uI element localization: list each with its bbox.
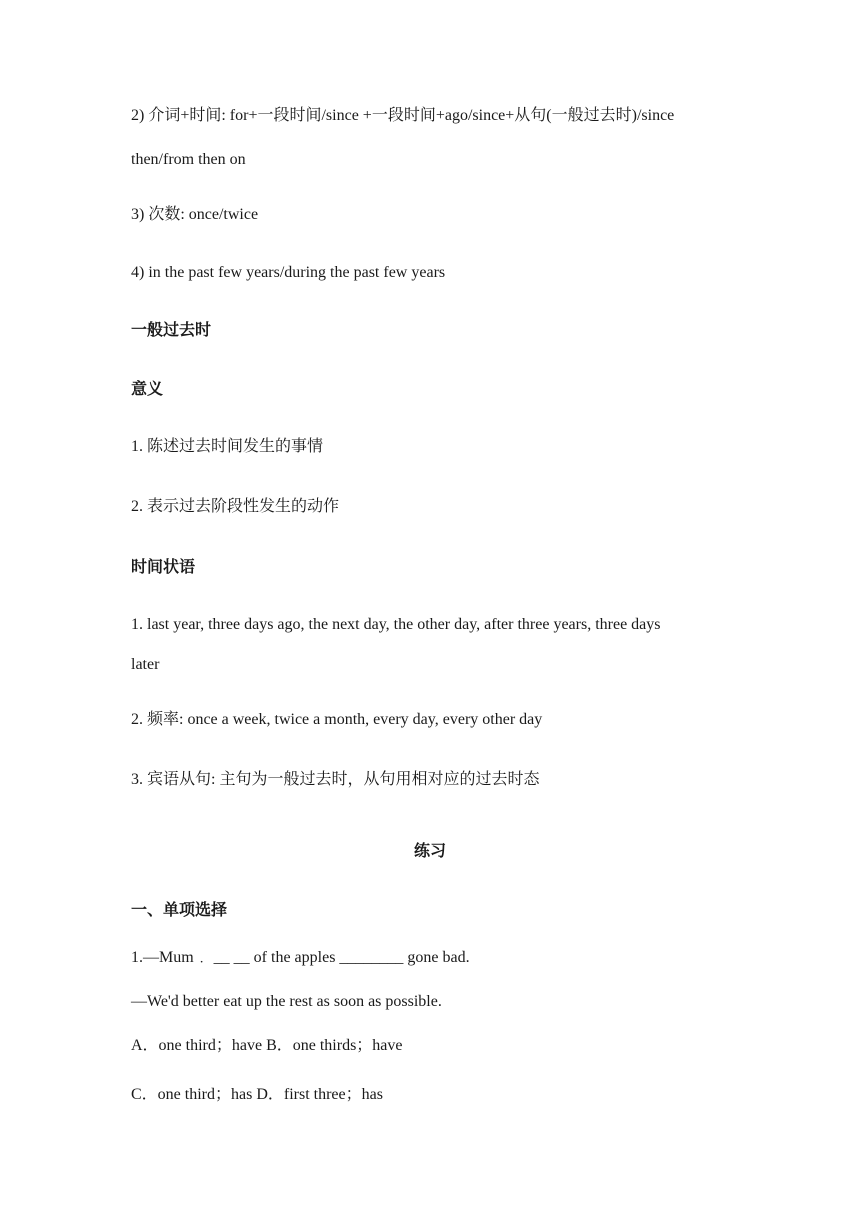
question-1-reply: —We'd better eat up the rest as soon as possible. [131,993,442,1010]
time-item-2: 2. 频率: once a week, twice a month, every day, every other day [131,711,543,728]
line-prep-time-cont: then/from then on [131,151,246,168]
options-a-b: A．one third；have B．one thirds；have [131,1037,403,1054]
time-item-3: 3. 宾语从句: 主句为一般过去时，从句用相对应的过去时态 [131,771,540,788]
heading-meaning: 意义 [131,379,164,398]
meaning-item-1: 1. 陈述过去时间发生的事情 [131,438,324,455]
time-item-1: 1. last year, three days ago, the next day, the other day, after three years, three days [131,616,661,633]
options-c-d: C．one third；has D．first three；has [131,1086,383,1103]
exercise-title: 练习 [413,841,446,860]
heading-simple-past: 一般过去时 [131,320,212,339]
meaning-item-2: 2. 表示过去阶段性发生的动作 [131,498,340,515]
question-1: 1.—Mum﹒ __ __ of the apples ________ gone bad. [131,949,470,966]
time-item-1-cont: later [131,656,160,673]
line-frequency: 3) 次数: once/twice [131,206,259,223]
section-single-choice: 一、单项选择 [131,900,228,919]
heading-time-adverbials: 时间状语 [131,557,196,576]
line-prep-time: 2) 介词+时间: for+一段时间/since +一段时间+ago/since+从句(一般过去时)/since [131,107,675,124]
line-past-few-years: 4) in the past few years/during the past few years [131,264,446,281]
